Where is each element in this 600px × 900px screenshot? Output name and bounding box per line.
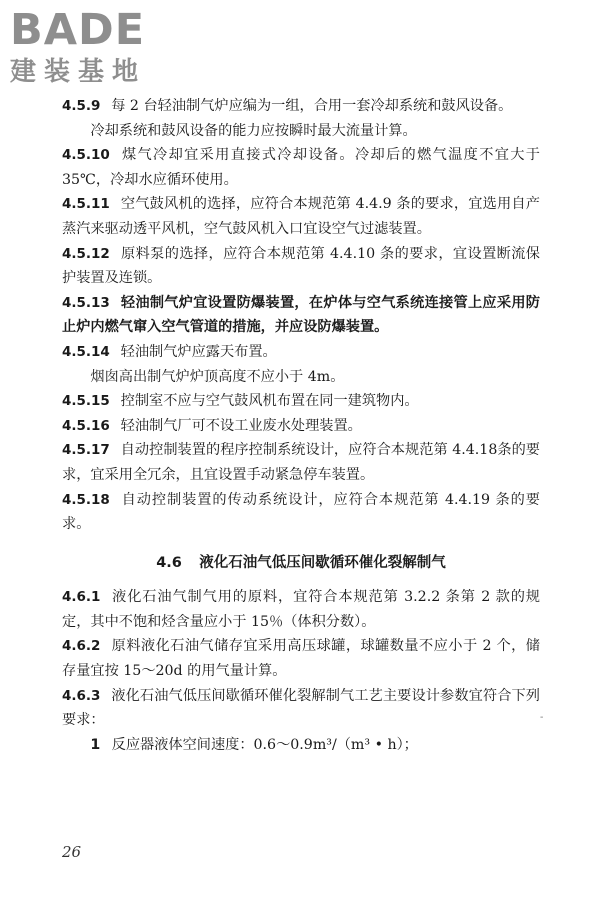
- clause-number: 4.5.16: [62, 417, 110, 434]
- clause-text: 液化石油气低压间歇循环催化裂解制气工艺主要设计参数宜符合下列要求：: [62, 687, 540, 729]
- item-text: 反应器液体空间速度：0.6～0.9m³/（m³ • h）；: [111, 736, 418, 753]
- clause-number: 4.5.12: [62, 245, 110, 262]
- clause-number: 4.6.1: [62, 589, 101, 606]
- clause-text: 轻油制气炉应露天布置。: [120, 343, 277, 360]
- clause-4-5-10: [62, 143, 540, 192]
- clause-text: 轻油制气厂可不设工业废水处理装置。: [120, 417, 362, 434]
- clause-number: 4.5.11: [62, 196, 110, 213]
- section-heading: [62, 551, 540, 576]
- margin-mark: -: [540, 712, 544, 723]
- clause-4-5-13: [62, 291, 540, 340]
- clause-text: 自动控制装置的程序控制系统设计，应符合本规范第 4.4.18条的要求，宜采用全冗余，且宜设置手动紧急停车装置。: [62, 442, 540, 483]
- clause-number: 4.6.2: [62, 638, 101, 655]
- logo-text-zh: 建装基地: [10, 57, 147, 87]
- clause-number: 4.5.15: [62, 393, 110, 410]
- section-title: 液化石油气低压间歇循环催化裂解制气: [199, 554, 446, 571]
- logo-text-en: BADE: [10, 5, 146, 55]
- clause-text: 原料泵的选择，应符合本规范第 4.4.10 条的要求，宜设置断流保护装置及连锁。: [62, 245, 540, 287]
- clause-4-5-16: [62, 414, 540, 439]
- clause-4-5-14: [62, 340, 540, 365]
- clause-4-6-2: [62, 634, 540, 683]
- clause-text: 空气鼓风机的选择，应符合本规范第 4.4.9 条的要求，宜选用自产蒸汽来驱动透平风机，空气鼓风机入口宜设空气过滤装置。: [62, 196, 540, 237]
- clause-number: 4.5.13: [62, 294, 110, 311]
- clause-4-5-18: [62, 488, 540, 537]
- clause-text: 控制室不应与空气鼓风机布置在同一建筑物内。: [120, 393, 419, 410]
- clause-4-5-9: [62, 94, 540, 119]
- clause-4-5-11: [62, 192, 540, 241]
- clause-text: 自动控制装置的传动系统设计，应符合本规范第 4.4.19 条的要求。: [62, 491, 540, 533]
- clause-4-5-12: [62, 242, 540, 291]
- clause-number: 4.5.17: [62, 442, 110, 459]
- list-item: [62, 733, 540, 758]
- section-number: 4.6: [156, 554, 182, 571]
- clause-number: 4.5.18: [62, 491, 110, 508]
- clause-text: 液化石油气制气用的原料，宜符合本规范第 3.2.2 条第 2 款的规定，其中不饱和烃含量应小于 15％（体积分数）。: [62, 589, 540, 630]
- page-number: 26: [62, 843, 82, 861]
- clause-4-5-17: [62, 438, 540, 487]
- clause-4-6-1: [62, 585, 540, 634]
- clause-4-6-3: [62, 684, 540, 733]
- clause-number: 4.6.3: [62, 687, 101, 704]
- clause-text: 煤气冷却宜采用直接式冷却设备。冷却后的燃气温度不宜大于 35℃，冷却水应循环使用。: [62, 147, 540, 188]
- clause-text-mandatory: 轻油制气炉宜设置防爆装置，在炉体与空气系统连接管上应采用防止炉内燃气窜入空气管道的措施，并应设防爆装置。: [62, 294, 540, 336]
- clause-text: 每 2 台轻油制气炉应编为一组，合用一套冷却系统和鼓风设备。: [111, 98, 513, 114]
- logo: [10, 6, 210, 92]
- item-number: 1: [90, 736, 101, 753]
- clause-number: 4.5.10: [62, 147, 110, 164]
- clause-4-5-14-note: 烟囱高出制气炉炉顶高度不应小于 4m。: [90, 368, 345, 385]
- clause-number: 4.5.9: [62, 98, 101, 114]
- clause-text: 原料液化石油气储存宜采用高压球罐，球罐数量不应小于 2 个，储存量宜按 15～20d 的用气量计算。: [62, 638, 540, 680]
- clause-4-5-15: [62, 389, 540, 414]
- clause-4-5-9-note: 冷却系统和鼓风设备的能力应按瞬时最大流量计算。: [90, 122, 417, 139]
- page-body: [62, 94, 540, 757]
- clause-number: 4.5.14: [62, 343, 110, 360]
